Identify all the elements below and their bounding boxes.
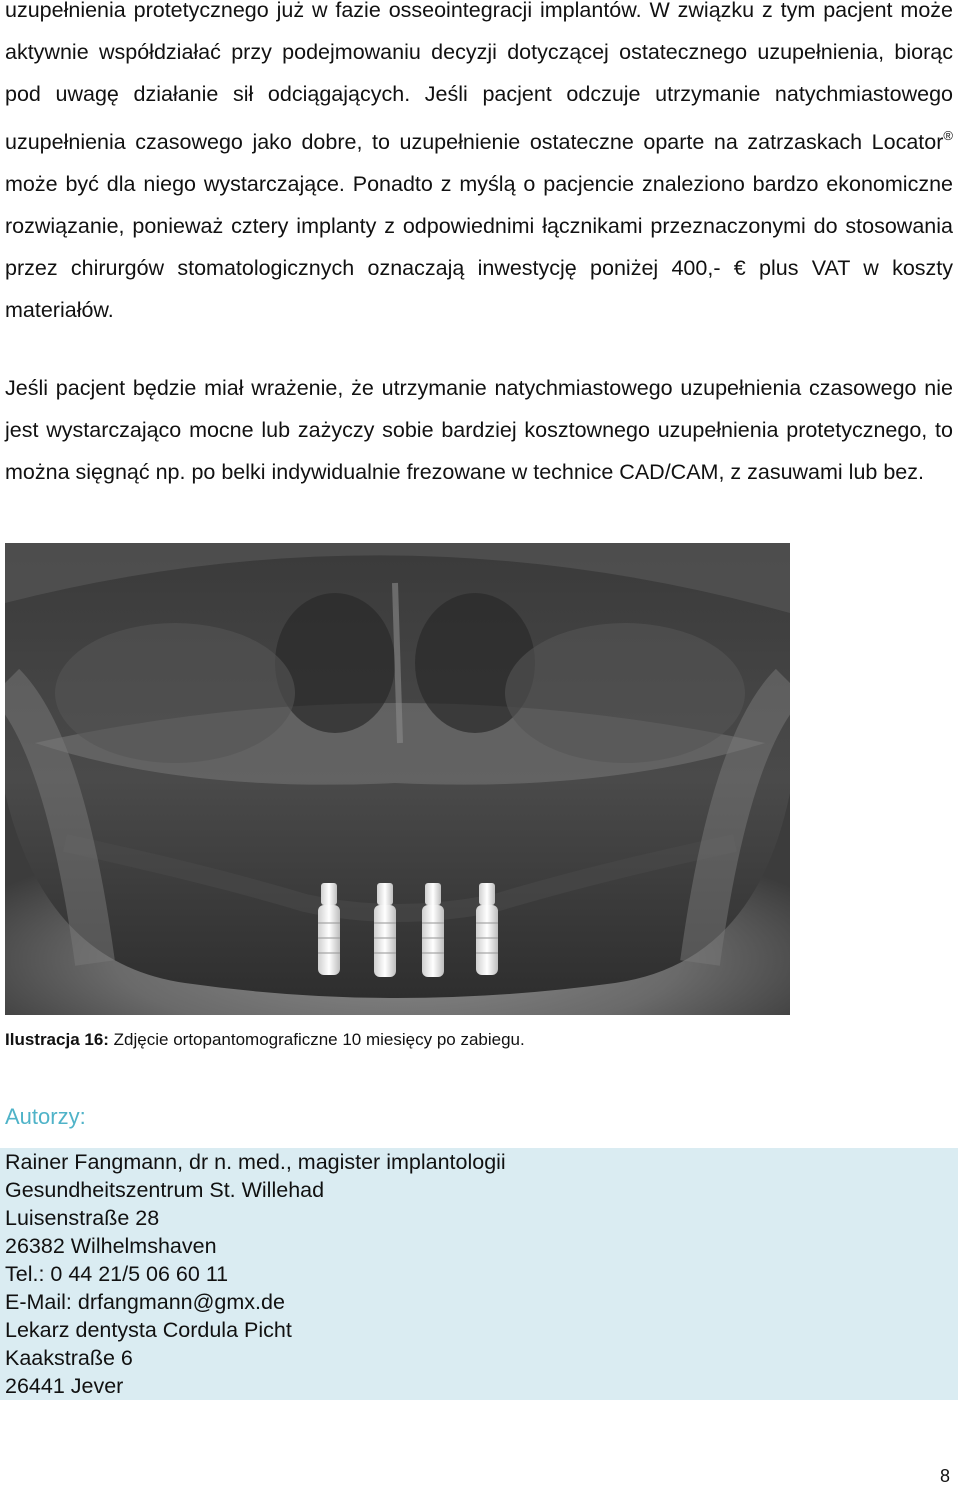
author-line: Tel.: 0 44 21/5 06 60 11: [5, 1262, 229, 1286]
author-line: 26382 Wilhelmshaven: [5, 1234, 217, 1258]
author-line: 26441 Jever: [5, 1374, 124, 1398]
registered-trademark-sign: ®: [943, 128, 953, 143]
author-line: Rainer Fangmann, dr n. med., magister implantologii: [5, 1150, 506, 1174]
authors-heading: Autorzy:: [5, 1104, 86, 1129]
paragraph-1-text-b: może być dla niego wystarczające. Ponadto z myślą o pacjencie znaleziono bardzo ekonomiczne rozwiązanie, ponieważ cztery implanty z odpowiednimi łącznikami przeznaczonymi do stosowania przez chirurgów stomatologicznych oznaczają inwestycję poniżej 400,- € plus VAT w koszty materiałów.: [5, 172, 953, 322]
paragraph-1-text-a: uzupełnienia protetycznego już w fazie osseointegracji implantów. W związku z tym pacjent może aktywnie współdziałać przy podejmowaniu decyzji dotyczącej ostatecznego uzupełnienia, biorąc pod uwagę działanie sił odciągających. Jeśli pacjent odczuje utrzymanie natychmiastowego uzupełnienia czasowego jako dobre, to uzupełnienie ostateczne oparte na zatrzaskach Locator: [5, 0, 953, 154]
author-line: Lekarz dentysta Cordula Picht: [5, 1318, 292, 1342]
author-email-line: E-Mail: drfangmann@gmx.de: [5, 1290, 285, 1314]
figure-caption: [5, 1028, 525, 1052]
page-number: 8: [940, 1466, 951, 1486]
caption-label: Ilustracja 16:: [5, 1030, 109, 1049]
caption-text: Zdjęcie ortopantomograficzne 10 miesięcy po zabiegu.: [108, 1030, 525, 1049]
author-line: Gesundheitszentrum St. Willehad: [5, 1178, 325, 1202]
author-line: Luisenstraße 28: [5, 1206, 160, 1230]
body-paragraph-2: Jeśli pacjent będzie miał wrażenie, że utrzymanie natychmiastowego uzupełnienia czasowego nie jest wystarczająco mocne lub zażyczy sobie bardziej kosztownego uzupełnienia protetycznego, to można sięgnąć np. po belki indywidualnie frezowane w technice CAD/CAM, z zasuwami lub bez.: [5, 376, 953, 484]
panoramic-xray-image: [5, 543, 790, 1015]
body-paragraph-1: [5, 0, 953, 331]
author-line: Kaakstraße 6: [5, 1346, 133, 1370]
authors-box: [0, 1148, 958, 1400]
